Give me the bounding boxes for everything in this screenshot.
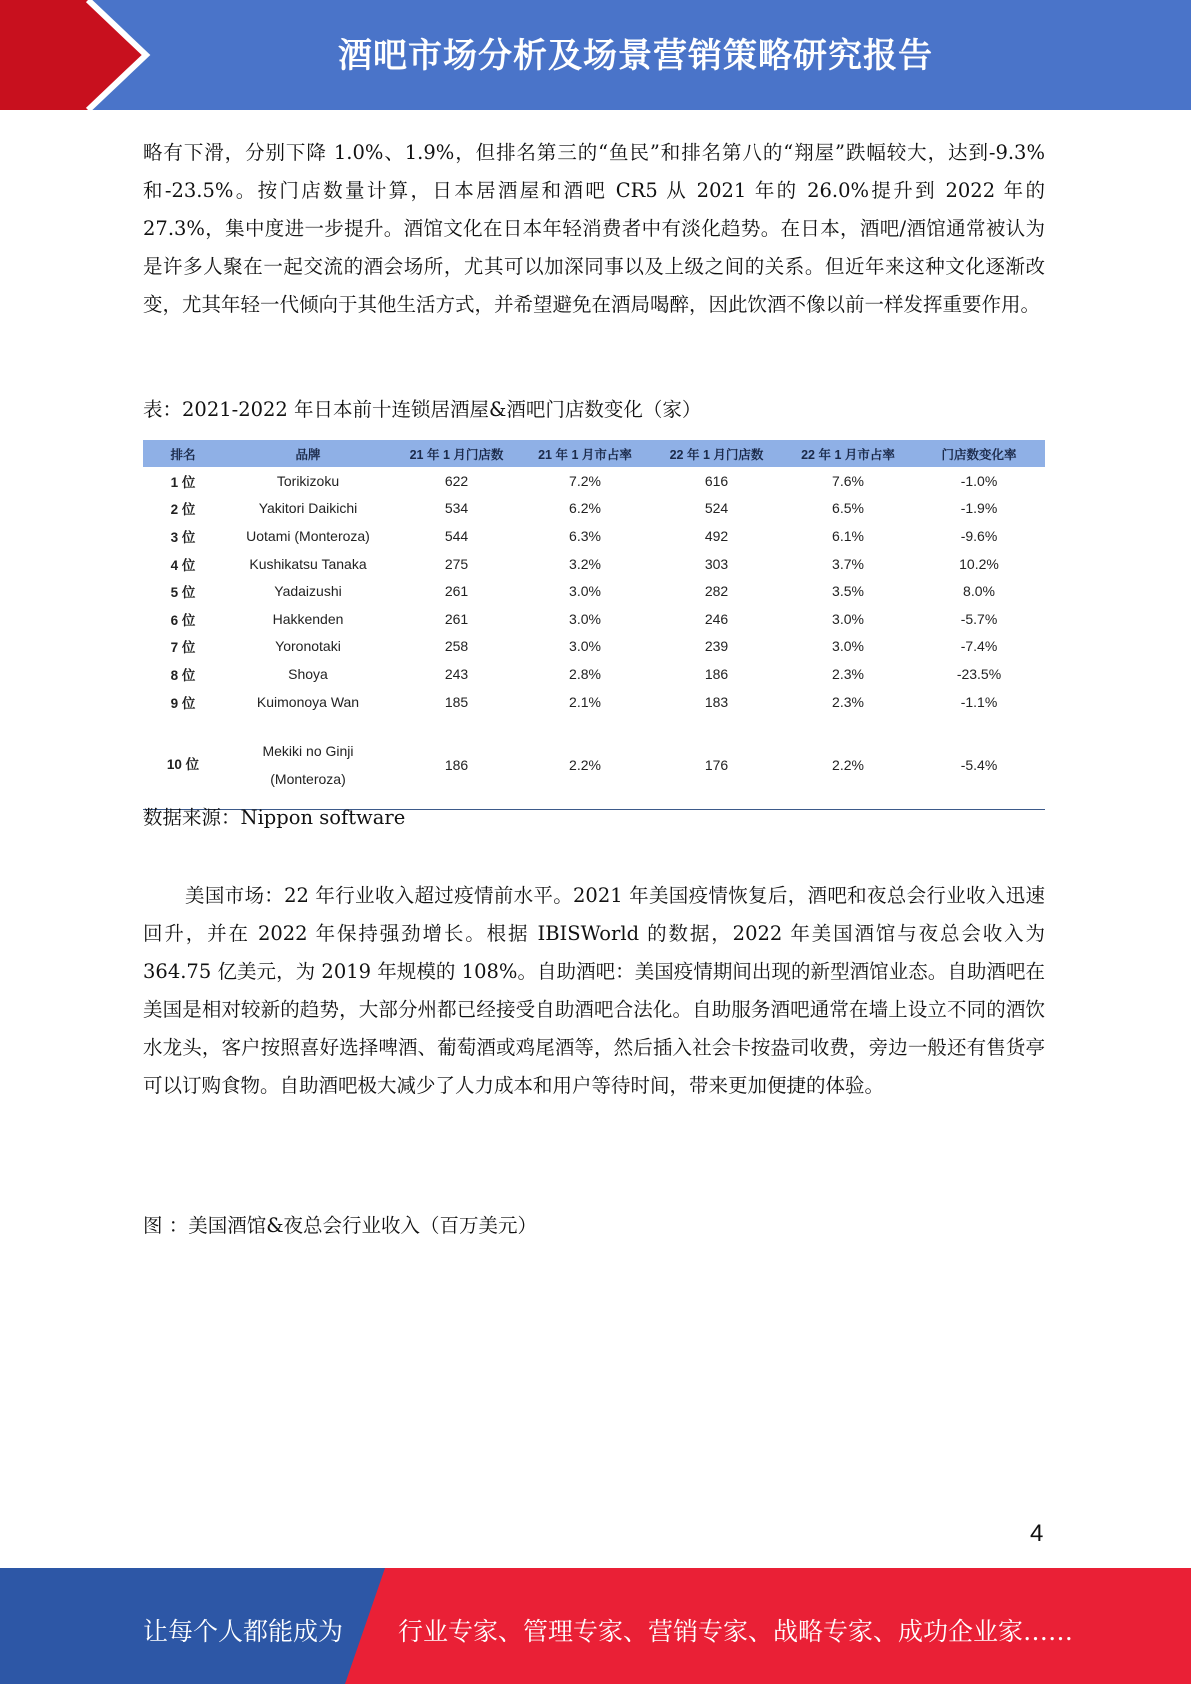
cell-share-2022: 3.0% xyxy=(832,610,864,627)
cell-change-rate: 10.2% xyxy=(959,555,999,572)
cell-rank: 10 位 xyxy=(143,715,223,810)
figure-caption: 图 ：美国酒馆&夜总会行业收入（百万美元） xyxy=(143,1214,538,1237)
cell-brand xyxy=(223,715,393,810)
header-rank: 排名 xyxy=(170,447,196,462)
cell-stores-2021: 261 xyxy=(444,610,469,627)
cell-rank: 1 位 xyxy=(170,474,196,490)
cell-stores-2022: 246 xyxy=(704,610,729,627)
cell-share-2022: 6.1% xyxy=(832,527,864,544)
cell-stores-2021: 622 xyxy=(444,472,469,489)
cell-stores-2022: 492 xyxy=(704,527,729,544)
cell-rank: 9 位 xyxy=(170,695,196,711)
cell-stores-2021: 275 xyxy=(444,555,469,572)
table-row xyxy=(143,715,1045,810)
table-row xyxy=(143,467,1045,495)
report-title: 酒吧市场分析及场景营销策略研究报告 xyxy=(338,36,933,76)
page-header xyxy=(0,0,1191,110)
cell-brand: Kuimonoya Wan xyxy=(256,693,360,710)
cell-change-rate: -1.9% xyxy=(960,500,998,517)
table-caption: 表：2021-2022 年日本前十连锁居酒屋&酒吧门店数变化（家） xyxy=(143,398,702,421)
cell-change-rate: -5.7% xyxy=(960,610,998,627)
cell-brand: Yoronotaki xyxy=(275,638,341,655)
cell-brand: Yadaizushi xyxy=(274,583,342,600)
cell-share-2021: 3.0% xyxy=(569,638,601,655)
cell-share-2021: 2.1% xyxy=(569,693,601,710)
cell-change-rate: -9.6% xyxy=(960,527,998,544)
cell-brand: Shoya xyxy=(288,665,328,682)
table-row xyxy=(143,660,1045,688)
page-number: 4 xyxy=(1030,1520,1044,1547)
cell-stores-2022: 186 xyxy=(704,665,729,682)
cell-stores-2022: 239 xyxy=(704,638,729,655)
header-stores-2022: 22 年 1 月门店数 xyxy=(669,447,764,462)
izakaya-store-table xyxy=(143,440,1045,810)
cell-share-2022: 3.5% xyxy=(832,583,864,600)
cell-share-2022: 3.7% xyxy=(832,555,864,572)
body-paragraph-us-market: 美国市场：22 年行业收入超过疫情前水平。2021 年美国疫情恢复后，酒吧和夜总会行业收入迅速回升，并在 2022 年保持强劲增长。根据 IBISWorld 的数据，2022 年美国酒馆与夜总会收入为 364.75 亿美元，为 2019 年规模的 108%。自助酒吧：美国疫情期间出现的新型酒馆业态。自助酒吧在美国是相对较新的趋势，大部分州都已经接受自助酒吧合法化。自助服务酒吧通常在墙上设立不同的酒饮水龙头，客户按照喜好选择啤酒、葡萄酒或鸡尾酒等，然后插入社会卡按盎司收费，旁边一般还有售货亭可以订购食物。自助酒吧极大减少了人力成本和用户等待时间，带来更加便捷的体验。 xyxy=(143,884,1045,1097)
cell-stores-2022: 524 xyxy=(704,500,729,517)
cell-rank: 8 位 xyxy=(170,667,196,683)
header-change-rate: 门店数变化率 xyxy=(941,447,1017,462)
cell-stores-2021: 261 xyxy=(444,583,469,600)
cell-share-2022: 3.0% xyxy=(832,638,864,655)
header-share-2022: 22 年 1 月市占率 xyxy=(801,447,895,462)
cell-brand: Uotami (Monteroza) xyxy=(246,527,370,544)
cell-share-2022: 7.6% xyxy=(832,472,864,489)
table-row xyxy=(143,688,1045,716)
header-share-2021: 21 年 1 月市占率 xyxy=(538,447,632,462)
cell-stores-2022: 282 xyxy=(704,583,729,600)
cell-stores-2021: 243 xyxy=(444,665,469,682)
cell-share-2022: 2.3% xyxy=(832,693,864,710)
cell-brand: Hakkenden xyxy=(272,610,344,627)
cell-change-rate: -23.5% xyxy=(956,665,1002,682)
cell-rank: 5 位 xyxy=(170,585,196,601)
body-paragraph-japan: 略有下滑，分别下降 1.0%、1.9%，但排名第三的“鱼民”和排名第八的“翔屋”跌幅较大，达到-9.3%和-23.5%。按门店数量计算，日本居酒屋和酒吧 CR5 从 2021 年的 26.0%提升到 2022 年的 27.3%，集中度进一步提升。酒馆文化在日本年轻消费者中有淡化趋势。在日本，酒吧/酒馆通常被认为是许多人聚在一起交流的酒会场所，尤其可以加深同事以及上级之间的关系。但近年来这种文化逐渐改变，尤其年轻一代倾向于其他生活方式，并希望避免在酒局喝醉，因此饮酒不像以前一样发挥重要作用。 xyxy=(143,141,1045,316)
cell-rank: 2 位 xyxy=(170,502,196,518)
cell-stores-2022: 176 xyxy=(650,715,783,810)
cell-change-rate: -1.1% xyxy=(960,693,998,710)
cell-stores-2022: 303 xyxy=(704,555,729,572)
cell-stores-2021: 544 xyxy=(444,527,469,544)
cell-share-2022: 6.5% xyxy=(832,500,864,517)
cell-brand-line1: Mekiki no Ginji xyxy=(262,743,354,760)
table-row xyxy=(143,577,1045,605)
cell-change-rate: -7.4% xyxy=(960,638,998,655)
cell-share-2021: 6.3% xyxy=(569,527,601,544)
cell-brand: Yakitori Daikichi xyxy=(258,500,358,517)
header-stores-2021: 21 年 1 月门店数 xyxy=(409,447,504,462)
footer-slogan-right: 行业专家、管理专家、营销专家、战略专家、成功企业家…… xyxy=(398,1617,1074,1646)
cell-stores-2021: 186 xyxy=(393,715,520,810)
cell-stores-2022: 616 xyxy=(704,472,729,489)
data-source-caption: 数据来源：Nippon software xyxy=(143,806,406,829)
table-row xyxy=(143,550,1045,578)
cell-share-2022: 2.2% xyxy=(783,715,913,810)
footer-slogan-left: 让每个人都能成为 xyxy=(143,1617,344,1646)
cell-stores-2022: 183 xyxy=(704,693,729,710)
cell-share-2021: 3.2% xyxy=(569,555,601,572)
cell-share-2022: 2.3% xyxy=(832,665,864,682)
cell-stores-2021: 185 xyxy=(444,693,469,710)
cell-rank: 6 位 xyxy=(170,612,196,628)
table-row xyxy=(143,495,1045,523)
cell-share-2021: 2.2% xyxy=(520,715,650,810)
table-row xyxy=(143,605,1045,633)
cell-rank: 7 位 xyxy=(170,640,196,656)
cell-rank: 3 位 xyxy=(170,529,196,545)
cell-stores-2021: 534 xyxy=(444,500,469,517)
cell-share-2021: 6.2% xyxy=(569,500,601,517)
cell-brand: Torikizoku xyxy=(276,472,340,489)
cell-rank: 4 位 xyxy=(170,557,196,573)
cell-change-rate: -1.0% xyxy=(960,472,998,489)
header-brand: 品牌 xyxy=(295,447,321,462)
cell-brand: Kushikatsu Tanaka xyxy=(249,555,367,572)
cell-stores-2021: 258 xyxy=(444,638,469,655)
cell-share-2021: 7.2% xyxy=(569,472,601,489)
page-footer xyxy=(0,1568,1191,1684)
cell-brand-line2: (Monteroza) xyxy=(270,771,346,788)
cell-change-rate: -5.4% xyxy=(913,715,1045,810)
table-row xyxy=(143,633,1045,661)
cell-share-2021: 3.0% xyxy=(569,583,601,600)
table-row xyxy=(143,522,1045,550)
table-header-row xyxy=(143,440,1045,467)
cell-share-2021: 2.8% xyxy=(569,665,601,682)
cell-share-2021: 3.0% xyxy=(569,610,601,627)
cell-change-rate: 8.0% xyxy=(963,583,995,600)
